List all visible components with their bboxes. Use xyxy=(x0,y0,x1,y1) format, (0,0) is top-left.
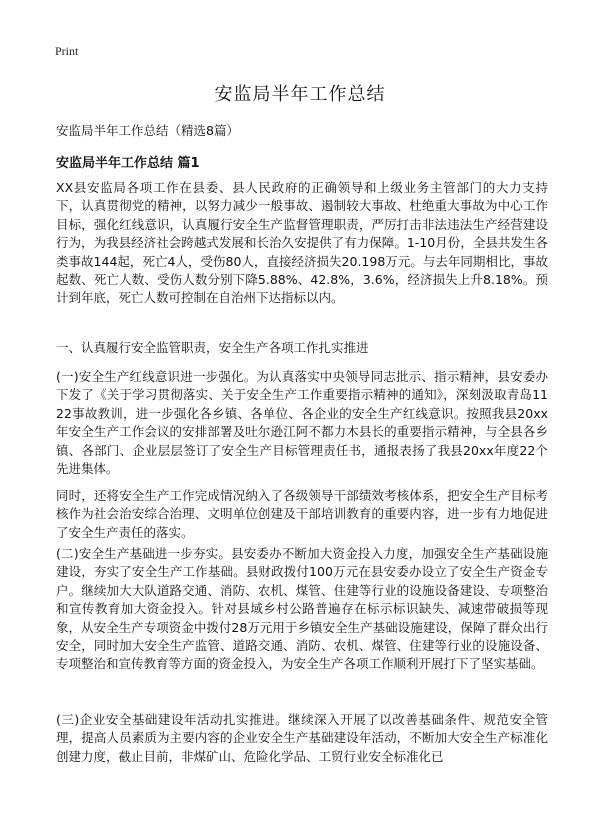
paragraph-foundation: (二)安全生产基础进一步夯实。县安委办不断加大资金投入力度，加强安全生产基础设施建设，夯实了安全生产工作基础。县财政拨付100万元在县安委办设立了安全生产资金专户。继续加大大队道路交通、消防、农机、煤管、住建等行业的设施设备建设、专项整治和宣传教育加大资金投入。针对县域乡村公路普遍存在标示标识缺失、减速带破损等现象，从安全生产专项资金中拨付28万元用于乡镇安全生产基础设施建设，保障了群众出行安全，同时加大安全生产监管、道路交通、消防、农机、煤管、住建等行业的设施设备、专项整治和宣传教育等方面的资金投入，为安全生产各项工作顺利开展打下了坚实基础。 xyxy=(56,546,548,672)
document-title: 安监局半年工作总结 xyxy=(214,84,386,105)
document-subtitle: 安监局半年工作总结（精选8篇） xyxy=(56,123,239,138)
paragraph-intro: XX县安监局各项工作在县委、县人民政府的正确领导和上级业务主管部门的大力支持下，认真贯彻党的精神，以努力减少一般事故、遏制较大事故、杜绝重大事故为中心工作目标，强化红线意识，认真履行安全生产监督管理职责，严厉打击非法违法生产经营建设行为，为我县经济社会跨越式发展和长治久安提供了有力保障。1-10月份，全县共发生各类事故144起，死亡4人，受伤80人，直接经济损失20.198万元。与去年同期相比，事故起数、死亡人数、受伤人数分别下降5.88%、42.8%，3.6%，经济损失上升8.18%。预计到年底，死亡人数可控制在自治州下达指标以内。 xyxy=(56,180,548,306)
paragraph-red-line: (一)安全生产红线意识进一步强化。为认真落实中央领导同志批示、指示精神，县安委办下发了《关于学习贯彻落实、关于安全生产工作重要指示精神的通知》，深刻汲取青岛1122事故教训，进一步强化各乡镇、各单位、各企业的安全生产红线意识。按照我县20xx年安全生产工作会议的安排部署及吐尔逊江阿不都力木县长的重要指示精神，与全县各乡镇、各部门、企业层层签订了安全生产目标管理责任书，通报表扬了我县20xx年度22个先进集体。 xyxy=(56,369,548,477)
paragraph-enterprise: (三)企业安全基础建设年活动扎实推进。继续深入开展了以改善基础条件、规范安全管理，提高人员素质为主要内容的企业安全生产基础建设年活动，不断加大安全生产标准化创建力度，截止目前，非煤矿山、危险化学品、工贸行业安全标准化已 xyxy=(56,712,548,764)
paragraph-assessment: 同时，还将安全生产工作完成情况纳入了各级领导干部绩效考核体系，把安全生产目标考核作为社会治安综合治理、文明单位创建及干部培训教育的重要内容，进一步有力地促进了安全生产责任的落实。 xyxy=(56,488,548,540)
section-heading: 安监局半年工作总结 篇1 xyxy=(56,156,200,171)
print-link[interactable]: Print xyxy=(55,44,79,58)
paragraph-heading-one: 一、认真履行安全监管职责，安全生产各项工作扎实推进 xyxy=(56,340,369,355)
